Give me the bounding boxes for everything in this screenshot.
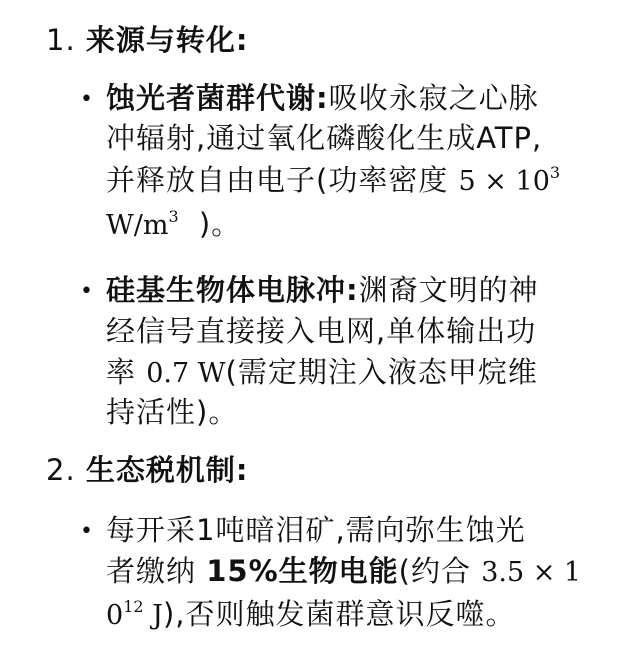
list-item-line [106, 551, 581, 593]
item-text: 率 [106, 355, 137, 389]
section-1-heading [46, 20, 249, 60]
list-item-line [106, 160, 560, 202]
item-text: 渊裔文明的神 [358, 273, 539, 307]
item-text: (需定期注入液态甲烷维 [225, 355, 538, 389]
math-expression: 3.5 × 1 [481, 557, 582, 588]
list-item-line [106, 118, 542, 158]
list-item-line [106, 392, 238, 432]
item-text: 持活性)。 [106, 395, 239, 429]
item-text: 并释放自由电子(功率密度 [106, 163, 449, 197]
math-expression: 0.7 W [146, 358, 226, 389]
item-text: (约合 [398, 554, 471, 588]
list-item-line [106, 311, 536, 351]
item-heading: 蚀光者菌群代谢: [106, 81, 329, 115]
item-text: ),否则触发菌群意识反噬。 [162, 597, 516, 631]
math-unit: $W/m^3$ [106, 207, 179, 241]
math-expression: $5 \times 10^3$ [458, 163, 561, 197]
section-title: 来源与转化: [85, 23, 249, 57]
list-item-line [106, 270, 539, 310]
list-bullet: • [80, 519, 93, 544]
section-title: 生态税机制: [85, 453, 249, 487]
highlight-text: 15%生物电能 [206, 554, 399, 588]
item-text: 每开采1吨暗泪矿,需向弥生蚀光 [106, 513, 526, 547]
list-bullet: • [80, 279, 93, 304]
item-text: 经信号直接接入电网,单体输出功 [106, 314, 537, 348]
list-item-line [106, 510, 526, 550]
list-item-line [106, 352, 538, 394]
math-expression: $0^{12}$ J [106, 597, 163, 631]
list-bullet: • [80, 87, 93, 112]
item-text: 冲辐射,通过氧化磷酸化生成ATP, [106, 121, 543, 155]
section-number: 1. [46, 23, 76, 57]
section-number: 2. [46, 453, 76, 487]
section-2-heading [46, 450, 249, 490]
list-item-line [106, 594, 516, 636]
item-text: 者缴纳 [106, 554, 197, 588]
list-item-line [106, 78, 539, 118]
item-text: )。 [198, 207, 242, 241]
item-heading: 硅基生物体电脉冲: [106, 273, 359, 307]
item-text: 吸收永寂之心脉 [328, 81, 539, 115]
list-item-line [106, 204, 241, 246]
